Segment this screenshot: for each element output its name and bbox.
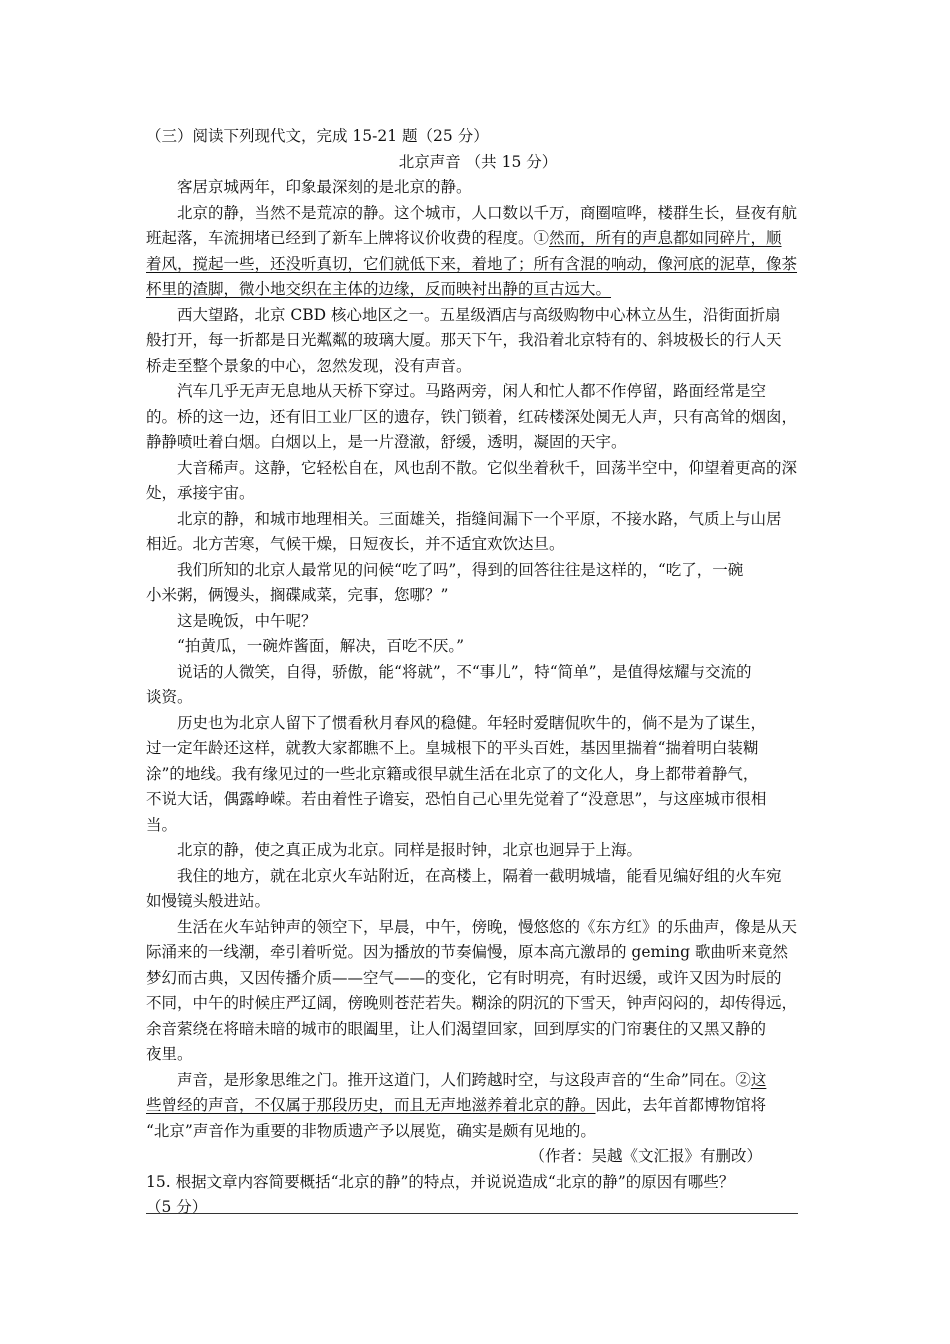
paragraph-line: 静静喷吐着白烟。白烟以上，是一片澄澈，舒缓，透明，凝固的天宇。 <box>146 433 627 451</box>
underlined-sentence-1: 杯里的渣脚，微小地交织在主体的边缘，反而映衬出静的亘古远大。 <box>146 280 612 298</box>
paragraph-line: 这是晚饭，中午呢？ <box>177 611 317 630</box>
paragraph-line <box>146 1068 810 1094</box>
paragraph-line: 夜里。 <box>146 1045 193 1063</box>
paragraph-line: 桥走至整个景象的中心，忽然发现，没有声音。 <box>146 356 472 375</box>
paragraph-text: 声音，是形象思维之门。推开这道门，人们跨越时空，与这段声音的“生命”同在。② <box>177 1070 751 1089</box>
section-heading: （三）阅读下列现代文，完成 15-21 题（25 分） <box>146 127 489 145</box>
paragraph-line: 北京的静，和城市地理相关。三面雄关，指缝间漏下一个平原，不接水路，气质上与山居 <box>177 509 782 528</box>
paragraph-line <box>146 226 810 252</box>
paragraph-line: 梦幻而古典，又因传播介质——空气——的变化，它有时明亮，有时迟缓，或许又因为时辰的 <box>146 968 782 987</box>
paragraph-line: 不说大话，偶露峥嵘。若由着性子谵妄，恐怕自己心里先觉着了“没意思”，与这座城市很相 <box>146 790 767 808</box>
paragraph-line: 相近。北方苦寒，气候干燥，日短夜长，并不适宜欢饮达旦。 <box>146 535 565 553</box>
paragraph-line: 小米粥，俩馒头，搁碟咸菜，完事，您哪？” <box>146 586 449 604</box>
paragraph-line: “拍黄瓜，一碗炸酱面，解决，百吃不厌。” <box>177 637 465 655</box>
exam-page <box>146 124 810 1221</box>
paragraph-line: 说话的人微笑，自得，骄傲，能“将就”，不“事儿”，特“简单”，是值得炫耀与交流的 <box>177 662 752 681</box>
paragraph-line: 不同，中午的时候庄严辽阔，傍晚则苍茫若失。糊涂的阴沉的下雪天，钟声闷闷的，却传得远， <box>146 994 798 1012</box>
article-title: 北京声音 （共 15 分） <box>398 152 558 171</box>
underlined-sentence-2: 些曾经的声音，不仅属于那段历史，而且无声地滋养着北京的静。 <box>146 1096 596 1114</box>
paragraph-line: 如慢镜头般进站。 <box>146 892 271 910</box>
paragraph-line: 北京的静，当然不是荒凉的静。这个城市，人口数以千万，商圈喧哗，楼群生长，昼夜有航 <box>177 203 798 222</box>
paragraph-line: 谈资。 <box>146 688 193 706</box>
source-note: （作者：吴越《文汇报》有删改） <box>529 1147 762 1165</box>
paragraph-line: 北京的静，使之真正成为北京。同样是报时钟，北京也迥异于上海。 <box>177 841 643 859</box>
paragraph-line: 的。桥的这一边，还有旧工业厂区的遗存，铁门锁着，红砖楼深处阒无人声，只有高耸的烟囱， <box>146 407 798 426</box>
underlined-sentence-2: 这 <box>750 1070 767 1089</box>
paragraph-line: 处，承接宇宙。 <box>146 484 255 502</box>
underlined-sentence-1: 着风，搅起一些，还没听真切，它们就低下来，着地了；所有含混的响动，像河底的泥草，像茶 <box>146 254 798 273</box>
paragraph-line: 历史也为北京人留下了惯看秋月春风的稳健。年轻时爱瞎侃吹牛的，倘不是为了谋生， <box>177 713 767 732</box>
paragraph-line: 涂”的地线。我有缘见过的一些北京籍或很早就生活在北京了的文化人，身上都带着静气， <box>146 764 759 783</box>
paragraph-line: “北京”声音作为重要的非物质遗产予以展览，确实是颇有见地的。 <box>146 1121 596 1140</box>
paragraph-line: 际涌来的一线潮，牵引着听觉。因为播放的节奏偏慢，原本高亢激昂的 geming 歌曲听来竟然 <box>146 943 789 961</box>
underlined-sentence-1: 然而，所有的声息都如同碎片，顺 <box>549 229 782 247</box>
paragraph-line: 过一定年龄还这样，就教大家都瞧不上。皇城根下的平头百姓，基因里揣着“揣着明白装糊 <box>146 739 759 757</box>
paragraph-line: 大音稀声。这静，它轻松自在，风也刮不散。它似坐着秋千，回荡半空中，仰望着更高的深 <box>177 458 798 477</box>
paragraph-text: 因此，去年首都博物馆将 <box>595 1096 767 1114</box>
paragraph-line: 当。 <box>146 815 178 834</box>
paragraph-line: 我住的地方，就在北京火车站附近，在高楼上，隔着一截明城墙，能看见编好组的火车宛 <box>177 866 782 885</box>
answer-line[interactable] <box>146 1213 798 1214</box>
paragraph-line: 客居京城两年，印象最深刻的是北京的静。 <box>177 178 472 196</box>
paragraph-line <box>146 1093 810 1119</box>
paragraph-line: 余音萦绕在将暗未暗的城市的眼阖里，让人们渴望回家，回到厚实的门帘裹住的又黑又静的 <box>146 1019 767 1038</box>
paragraph-line: 汽车几乎无声无息地从天桥下穿过。马路两旁，闲人和忙人都不作停留，路面经常是空 <box>177 382 767 400</box>
paragraph-line: 般打开，每一折都是日光粼粼的玻璃大厦。那天下午，我沿着北京特有的、斜坡极长的行人天 <box>146 331 782 349</box>
paragraph-line: 西大望路，北京 CBD 核心地区之一。五星级酒店与高级购物中心林立丛生，沿街面折扇 <box>177 305 781 324</box>
paragraph-text: 班起落，车流拥堵已经到了新车上牌将议价收费的程度。① <box>146 229 550 247</box>
question-15: 15. 根据文章内容简要概括“北京的静”的特点，并说说造成“北京的静”的原因有哪些？ <box>146 1172 735 1191</box>
paragraph-line: 生活在火车站钟声的领空下，早晨，中午，傍晚，慢悠悠的《东方红》的乐曲声，像是从天 <box>177 917 798 936</box>
question-15-points: （5 分） <box>146 1198 208 1216</box>
paragraph-line: 我们所知的北京人最常见的问候“吃了吗”，得到的回答往往是这样的，“吃了，一碗 <box>177 560 744 579</box>
